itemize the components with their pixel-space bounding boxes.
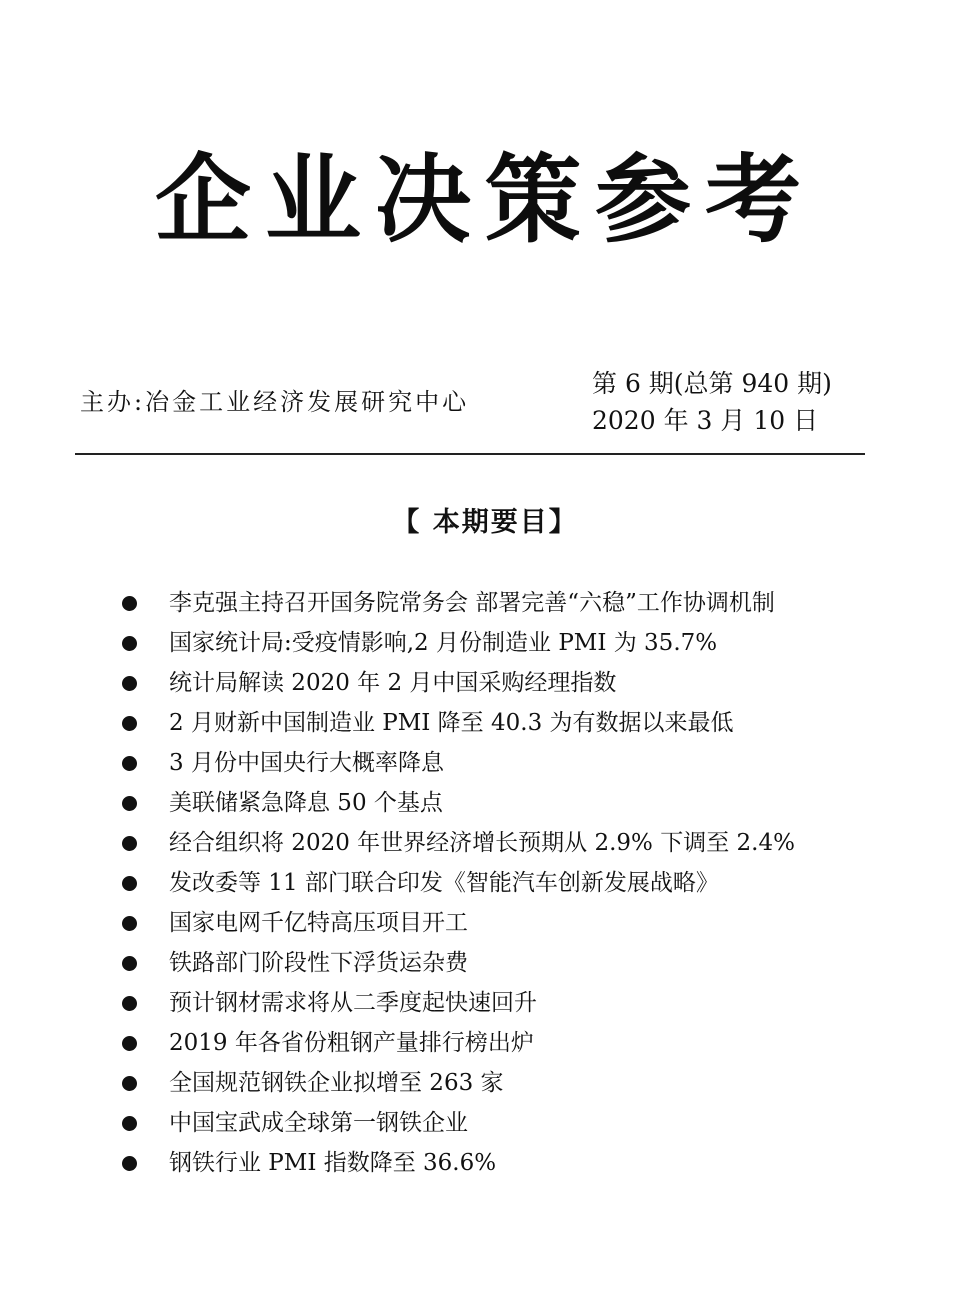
bullet-icon [122,1036,137,1051]
contents-item [122,583,882,623]
contents-item [122,1023,882,1063]
contents-item-text: 李克强主持召开国务院常务会 部署完善“六稳”工作协调机制 [169,590,775,616]
header-divider [75,453,865,455]
contents-item [122,983,882,1023]
sponsor-line: 主办:冶金工业经济发展研究中心 [80,388,470,416]
bullet-icon [122,676,137,691]
contents-item [122,623,882,663]
contents-item-text: 2 月财新中国制造业 PMI 降至 40.3 为有数据以来最低 [169,710,734,736]
contents-item-text: 美联储紧急降息 50 个基点 [169,790,443,816]
bullet-icon [122,796,137,811]
publication-title: 企业决策参考 [155,143,815,256]
contents-item-text: 全国规范钢铁企业拟增至 263 家 [169,1070,504,1096]
bullet-icon [122,996,137,1011]
bullet-icon [122,596,137,611]
contents-item-text: 统计局解读 2020 年 2 月中国采购经理指数 [169,670,617,696]
contents-item-text: 铁路部门阶段性下浮货运杂费 [169,950,468,976]
contents-item [122,703,882,743]
bullet-icon [122,716,137,731]
contents-list [122,583,882,1183]
contents-item [122,783,882,823]
contents-item [122,943,882,983]
bullet-icon [122,756,137,771]
contents-item [122,1143,882,1183]
contents-item [122,823,882,863]
bullet-icon [122,956,137,971]
contents-item [122,903,882,943]
contents-item-text: 中国宝武成全球第一钢铁企业 [169,1110,468,1136]
contents-item-text: 经合组织将 2020 年世界经济增长预期从 2.9% 下调至 2.4% [169,830,795,856]
issue-date: 2020 年 3 月 10 日 [592,406,819,435]
contents-item-text: 发改委等 11 部门联合印发《智能汽车创新发展战略》 [169,870,719,896]
contents-item [122,1063,882,1103]
bullet-icon [122,1156,137,1171]
contents-item [122,1103,882,1143]
contents-item-text: 预计钢材需求将从二季度起快速回升 [169,990,537,1016]
contents-item-text: 钢铁行业 PMI 指数降至 36.6% [169,1150,497,1176]
contents-item [122,743,882,783]
bullet-icon [122,876,137,891]
contents-item [122,863,882,903]
contents-item [122,663,882,703]
contents-item-text: 国家电网千亿特高压项目开工 [169,910,468,936]
bullet-icon [122,916,137,931]
issue-number: 第 6 期(总第 940 期) [592,369,832,398]
contents-item-text: 国家统计局:受疫情影响,2 月份制造业 PMI 为 35.7% [169,630,718,656]
bullet-icon [122,836,137,851]
issue-info [592,366,832,440]
bullet-icon [122,1116,137,1131]
contents-item-text: 3 月份中国央行大概率降息 [169,750,444,776]
bullet-icon [122,1076,137,1091]
contents-item-text: 2019 年各省份粗钢产量排行榜出炉 [169,1030,534,1056]
contents-heading: 【 本期要目】 [392,507,578,538]
bullet-icon [122,636,137,651]
